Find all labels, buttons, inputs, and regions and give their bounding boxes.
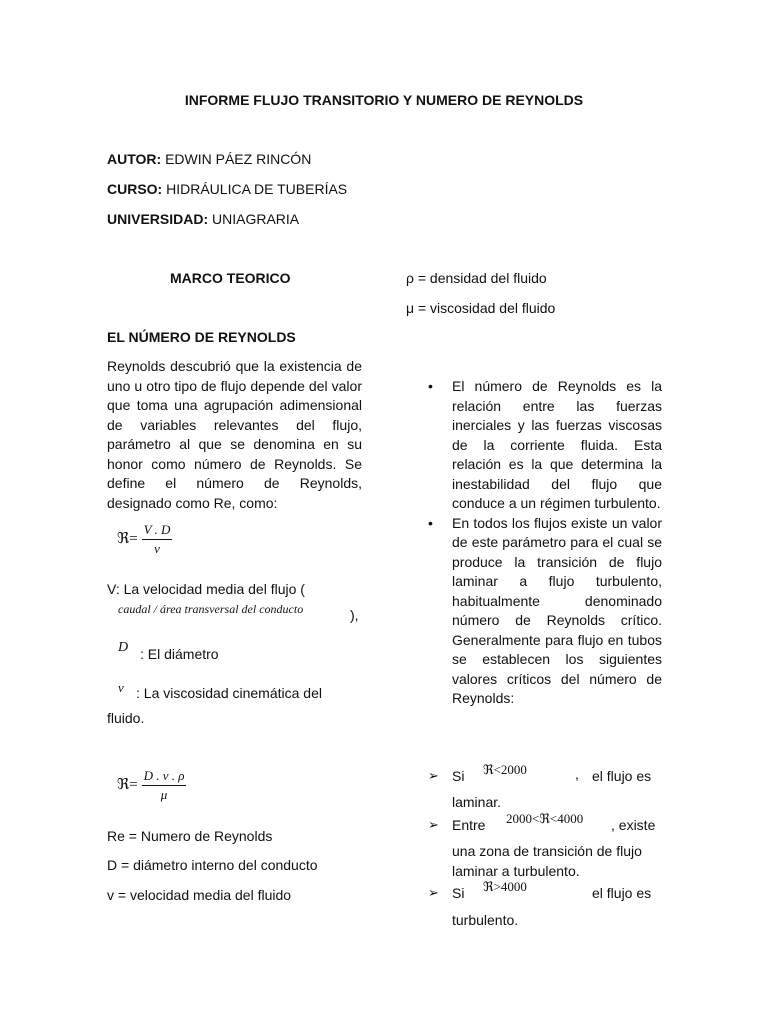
marco-teorico-heading: MARCO TEORICO xyxy=(170,270,291,286)
formula-1-numerator: V . D xyxy=(142,522,173,540)
velocity-definition-close: ), xyxy=(350,607,359,623)
diameter-symbol: D xyxy=(118,640,129,655)
formula-1-lhs: ℜ= xyxy=(117,531,138,548)
def-mu: μ = viscosidad del fluido xyxy=(406,300,556,316)
formula-2-lhs: ℜ= xyxy=(117,777,138,794)
university-value: UNIAGRARIA xyxy=(212,211,300,227)
def-d: D = diámetro interno del conducto xyxy=(107,857,318,873)
intro-paragraph: Reynolds descubrió que la existencia de uno u otro tipo de flujo depende del valor que toma una agrupación adimensional de variables relevantes del flujo, parámetro al que se denomina en su honor como número de Reynolds. Se define el número de Reynolds, designado como Re, como: xyxy=(107,358,362,511)
formula-reynolds-1 xyxy=(117,522,172,557)
cond1-si: Si xyxy=(452,768,465,784)
def-rho: ρ = densidad del fluido xyxy=(406,270,547,286)
cond3-math: ℜ>4000 xyxy=(483,879,527,894)
cond2-existe: , existe xyxy=(611,817,656,833)
university-label: UNIVERSIDAD: xyxy=(107,211,209,227)
cond2-math: 2000<ℜ<4000 xyxy=(506,811,584,826)
bullet-dot: • xyxy=(428,514,433,531)
velocity-formula: caudal / área transversal del conducto xyxy=(118,602,304,616)
arrow-bullet-icon: ➢ xyxy=(428,768,439,783)
nu-definition: : La viscosidad cinemática del xyxy=(136,685,322,701)
cond1-laminar: laminar. xyxy=(452,794,502,810)
author-label: AUTOR: xyxy=(107,151,162,167)
cond2-text: una zona de transición de flujo laminar a turbulento. xyxy=(452,843,642,879)
cond1-text: el flujo es xyxy=(592,768,652,784)
formula-1-denominator: ν xyxy=(154,541,160,556)
cond3-text: el flujo es xyxy=(592,885,652,901)
cond3-turbulento: turbulento. xyxy=(452,912,519,928)
arrow-bullet-icon: ➢ xyxy=(428,817,439,832)
diameter-definition: : El diámetro xyxy=(140,646,219,662)
nu-symbol: ν xyxy=(118,680,124,695)
reynolds-heading: EL NÚMERO DE REYNOLDS xyxy=(107,329,296,345)
cond2-entre: Entre xyxy=(452,817,486,833)
cond1-comma: , xyxy=(575,766,579,782)
author-value: EDWIN PÁEZ RINCÓN xyxy=(165,151,312,167)
course-line xyxy=(107,181,347,197)
author-line xyxy=(107,151,311,167)
def-re: Re = Numero de Reynolds xyxy=(107,828,273,844)
cond1-math: ℜ<2000 xyxy=(483,762,527,777)
formula-2-numerator: D . ν . ρ xyxy=(142,768,187,786)
formula-reynolds-2 xyxy=(117,768,186,803)
bullet-item-1 xyxy=(428,377,662,514)
formula-2-fraction xyxy=(142,768,187,803)
bullet-item-2 xyxy=(428,514,662,709)
document-title: INFORME FLUJO TRANSITORIO Y NUMERO DE REYNOLDS xyxy=(184,92,584,108)
university-line xyxy=(107,211,299,227)
cond3-si: Si xyxy=(452,885,465,901)
arrow-bullet-icon: ➢ xyxy=(428,885,439,900)
bullet-list xyxy=(428,377,662,709)
bullet-dot: • xyxy=(428,378,433,394)
course-value: HIDRÁULICA DE TUBERÍAS xyxy=(166,181,348,197)
nu-definition-cont: fluido. xyxy=(107,710,145,726)
formula-2-denominator: μ xyxy=(160,787,168,802)
velocity-definition: V: La velocidad media del flujo ( xyxy=(107,581,305,597)
course-label: CURSO: xyxy=(107,181,163,197)
def-v: v = velocidad media del fluido xyxy=(107,887,292,903)
bullet-text-2: En todos los flujos existe un valor de este parámetro para el cual se produce la transición de flujo laminar a flujo turbulento, habitualmente denominado número de Reynolds crítico. Generalmente para flujo en tubos se establecen los siguientes valores críticos del número de Reynolds: xyxy=(452,514,662,706)
formula-1-fraction xyxy=(142,522,173,557)
bullet-text-1: El número de Reynolds es la relación entre las fuerzas inerciales y las fuerzas viscosas de la corriente fluida. Esta relación es la que determina la inestabilidad del flujo que conduce a un régimen turbulento. xyxy=(452,378,662,511)
